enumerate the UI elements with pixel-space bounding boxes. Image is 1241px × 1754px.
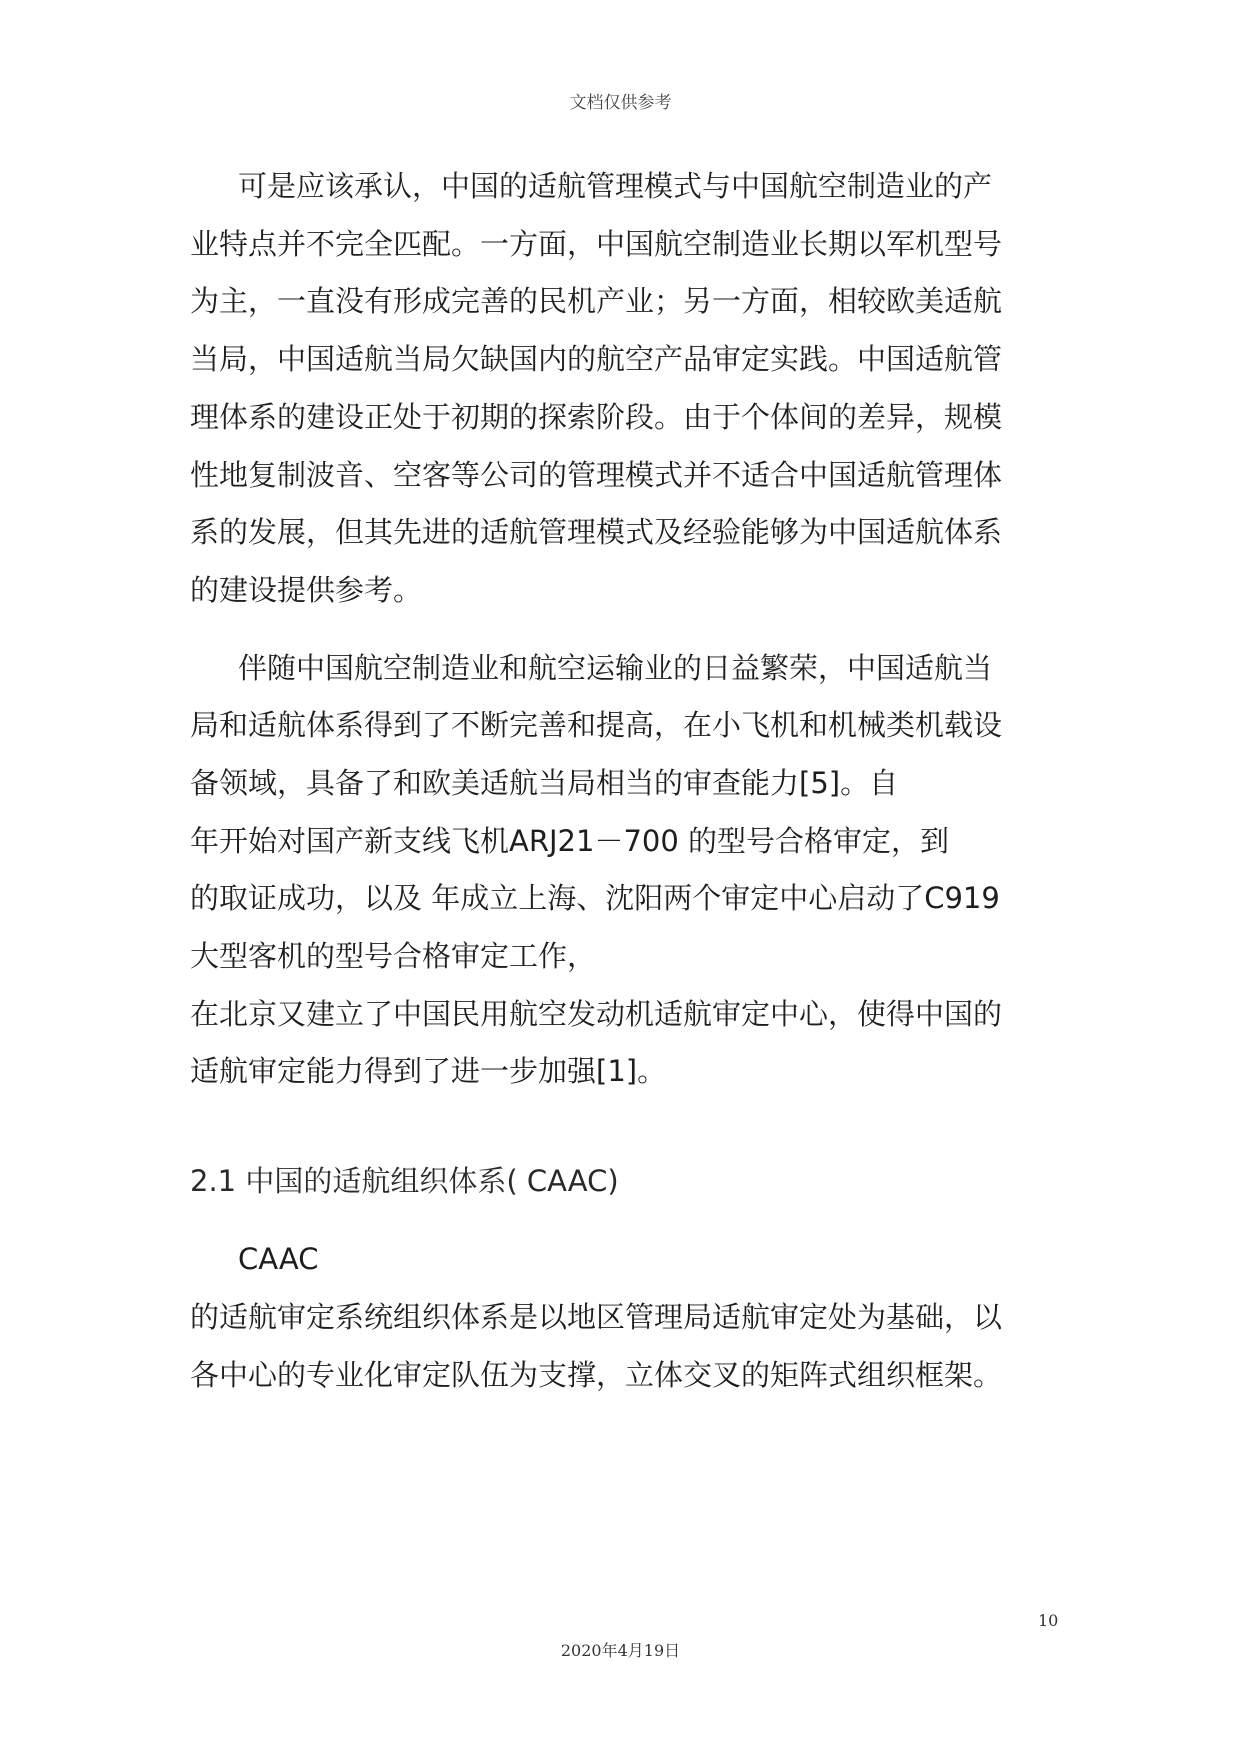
paragraph-1-line-5: 理体系的建设正处于初期的探索阶段。由于个体间的差异，规模 — [190, 400, 1003, 434]
paragraph-1-line-7: 系的发展，但其先进的适航管理模式及经验能够为中国适航体系 — [190, 515, 1003, 549]
paragraph-3-line-1: CAAC — [238, 1242, 319, 1276]
paragraph-3-line-3: 各中心的专业化审定队伍为支撑，立体交叉的矩阵式组织框架。 — [190, 1358, 1003, 1392]
paragraph-2-line-4: 年开始对国产新支线飞机ARJ21－700 的型号合格审定，到 — [190, 824, 950, 858]
paragraph-1-line-3: 为主，一直没有形成完善的民机产业；另一方面，相较欧美适航 — [190, 284, 1003, 318]
paragraph-1-line-2: 业特点并不完全匹配。一方面，中国航空制造业长期以军机型号 — [190, 227, 1003, 261]
document-header: 文档仅供参考 — [569, 93, 672, 113]
paragraph-3-line-2: 的适航审定系统组织体系是以地区管理局适航审定处为基础，以 — [190, 1300, 1003, 1334]
paragraph-2-line-1: 伴随中国航空制造业和航空运输业的日益繁荣，中国适航当 — [238, 651, 993, 685]
paragraph-2-line-2: 局和适航体系得到了不断完善和提高，在小飞机和机械类机载设 — [190, 708, 1003, 742]
paragraph-2-line-3: 备领域，具备了和欧美适航当局相当的审查能力[5]。自 — [190, 766, 899, 800]
page-number: 10 — [1038, 1611, 1059, 1630]
paragraph-1-line-6: 性地复制波音、空客等公司的管理模式并不适合中国适航管理体 — [190, 458, 1003, 492]
paragraph-2-line-7: 在北京又建立了中国民用航空发动机适航审定中心，使得中国的 — [190, 997, 1003, 1031]
paragraph-1-line-1: 可是应该承认，中国的适航管理模式与中国航空制造业的产 — [238, 169, 993, 203]
paragraph-2-line-6: 大型客机的型号合格审定工作， — [190, 939, 597, 973]
paragraph-2-line-8: 适航审定能力得到了进一步加强[1]。 — [190, 1054, 667, 1088]
paragraph-2-line-5: 的取证成功，以及 年成立上海、沈阳两个审定中心启动了C919 — [190, 881, 1000, 915]
footer-date: 2020年4月19日 — [560, 1641, 681, 1660]
paragraph-1-line-4: 当局，中国适航当局欠缺国内的航空产品审定实践。中国适航管 — [190, 342, 1003, 376]
paragraph-1-line-8: 的建设提供参考。 — [190, 573, 423, 607]
section-heading: 2.1 中国的适航组织体系( CAAC) — [190, 1164, 619, 1198]
